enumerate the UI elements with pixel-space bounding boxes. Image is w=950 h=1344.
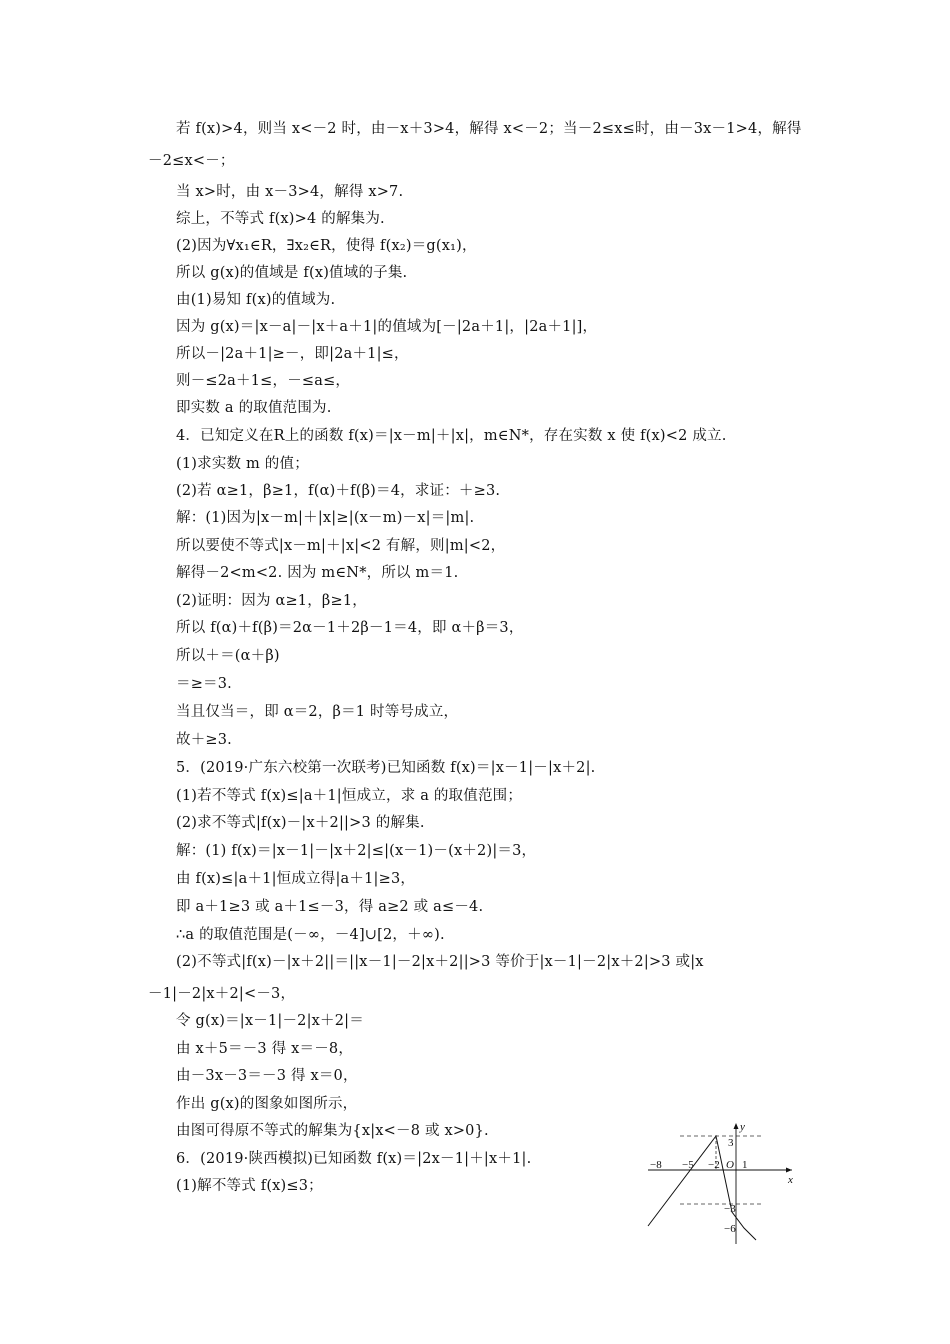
x-axis-label: x [788, 1174, 793, 1186]
text-line: 即实数 a 的取值范围为. [176, 400, 332, 416]
text-line: －2≤x<－； [148, 153, 235, 169]
text-line: ＝≥＝3. [176, 676, 232, 692]
text-line: 当且仅当＝，即 α＝2，β＝1 时等号成立， [176, 704, 459, 720]
text-line: (2)若 α≥1，β≥1，f(α)＋f(β)＝4，求证：＋≥3. [176, 483, 501, 499]
text-line: 所以－|2a＋1|≥－，即|2a＋1|≤， [176, 346, 409, 362]
text-line: 若 f(x)>4，则当 x<－2 时，由－x＋3>4，解得 x<－2；当－2≤x≤时，由－3x－1>4，解得 [176, 121, 802, 137]
text-line: (1)若不等式 f(x)≤|a＋1|恒成立，求 a 的取值范围； [176, 788, 523, 804]
text-line: 综上，不等式 f(x)>4 的解集为. [176, 211, 385, 227]
text-line: 因为 g(x)＝|x－a|－|x＋a＋1|的值域为[－|2a＋1|，|2a＋1|]， [176, 319, 598, 335]
text-line: 故＋≥3. [176, 732, 232, 748]
text-line: 所以要使不等式|x－m|＋|x|<2 有解，则|m|<2， [176, 538, 506, 554]
text-line: 解：(1)因为|x－m|＋|x|≥|(x－m)－x|＝|m|. [176, 510, 475, 526]
x-tick-label: −2 [708, 1159, 720, 1171]
text-line: ∴a 的取值范围是(－∞，－4]∪[2，＋∞). [176, 927, 445, 943]
text-line: (2)求不等式|f(x)－|x＋2||>3 的解集. [176, 815, 425, 831]
text-line: (2)因为∀x₁∈R，∃x₂∈R，使得 f(x₂)＝g(x₁)， [176, 238, 477, 254]
text-line: 由(1)易知 f(x)的值域为. [176, 292, 336, 308]
text-line: 4．已知定义在R上的函数 f(x)＝|x－m|＋|x|，m∈N*，存在实数 x 使 f(x)<2 成立. [176, 428, 727, 444]
y-axis-arrow [734, 1123, 739, 1129]
text-line: 则－≤2a＋1≤，－≤a≤， [176, 373, 351, 389]
x-tick-label: −8 [650, 1159, 662, 1171]
text-line: (1)求实数 m 的值； [176, 456, 309, 472]
x-axis-arrow [786, 1168, 792, 1173]
text-line: 由图可得原不等式的解集为{x|x<－8 或 x>0}. [176, 1123, 489, 1139]
y-axis-label: y [740, 1121, 745, 1133]
text-line: 所以 g(x)的值域是 f(x)值域的子集. [176, 265, 408, 281]
y-tick-label: −3 [724, 1203, 736, 1215]
text-line: 所以＋＝(α＋β) [176, 648, 280, 664]
text-line: (2)不等式|f(x)－|x＋2||＝||x－1|－2|x＋2||>3 等价于|x－1|－2|x＋2|>3 或|x [176, 954, 704, 970]
text-line: 6．(2019·陕西模拟)已知函数 f(x)＝|2x－1|＋|x＋1|. [176, 1151, 532, 1167]
text-line: 所以 f(α)＋f(β)＝2α－1＋2β－1＝4，即 α＋β＝3， [176, 620, 524, 636]
origin-label: O [726, 1159, 734, 1171]
text-line: 令 g(x)＝|x－1|－2|x＋2|＝ [176, 1013, 364, 1029]
text-line: (1)解不等式 f(x)≤3； [176, 1178, 323, 1194]
text-line: 由 f(x)≤|a＋1|恒成立得|a＋1|≥3， [176, 871, 416, 887]
x-tick-label: −5 [682, 1159, 694, 1171]
text-line: 解得－2<m<2. 因为 m∈N*，所以 m＝1. [176, 565, 459, 581]
text-line: 由－3x－3＝－3 得 x＝0， [176, 1068, 358, 1084]
graph-curve [648, 1136, 756, 1240]
text-line: 解：(1) f(x)＝|x－1|－|x＋2|≤|(x－1)－(x＋2)|＝3， [176, 843, 537, 859]
text-line: 作出 g(x)的图象如图所示， [176, 1096, 358, 1112]
x-tick-label: 1 [742, 1159, 748, 1171]
text-line: 由 x＋5＝－3 得 x＝－8， [176, 1041, 354, 1057]
text-line: 5．(2019·广东六校第一次联考)已知函数 f(x)＝|x－1|－|x＋2|. [176, 760, 596, 776]
text-line: 即 a＋1≥3 或 a＋1≤－3，得 a≥2 或 a≤－4. [176, 899, 484, 915]
y-tick-label: 3 [728, 1137, 734, 1149]
y-tick-label: −6 [724, 1223, 736, 1235]
text-line: 当 x>时，由 x－3>4，解得 x>7. [176, 184, 404, 200]
text-line: －1|－2|x＋2|<－3， [148, 986, 296, 1002]
text-line: (2)证明：因为 α≥1，β≥1， [176, 593, 367, 609]
function-graph [640, 1120, 810, 1250]
